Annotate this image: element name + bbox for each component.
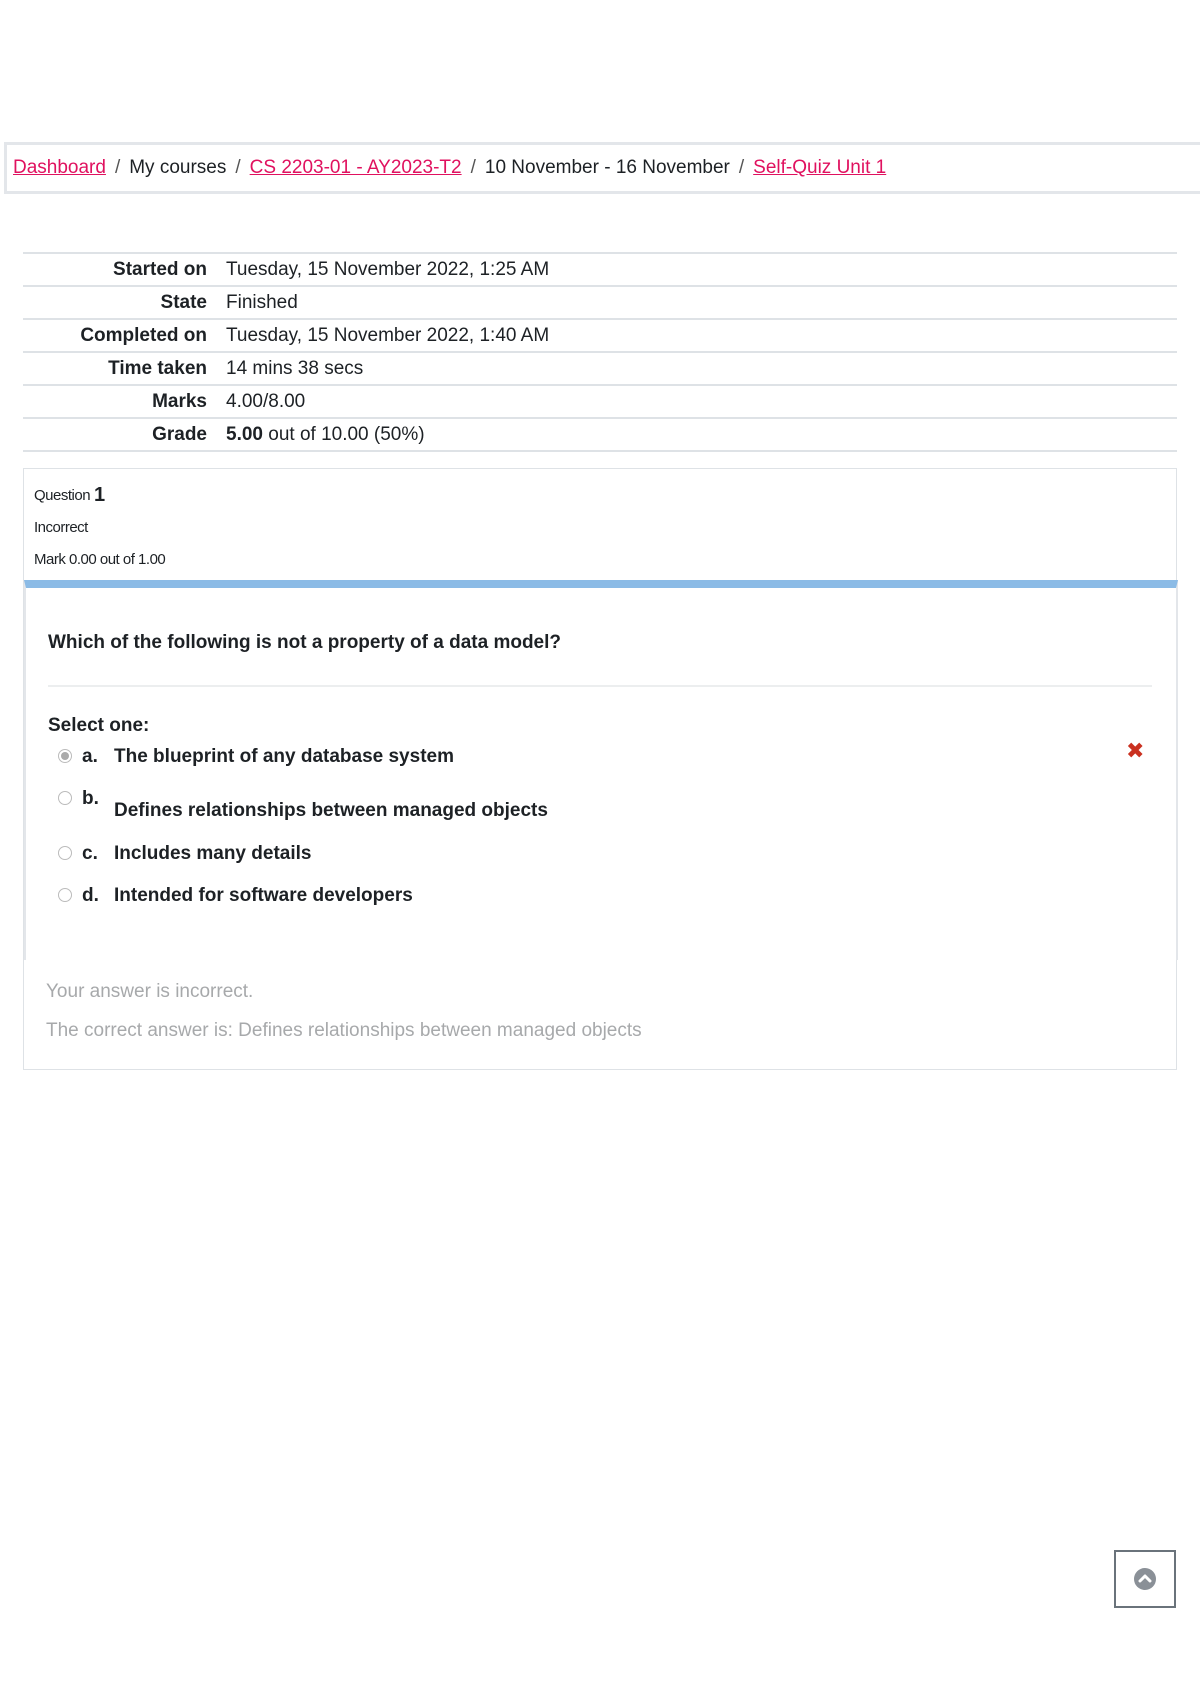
summary-value: Finished — [226, 291, 298, 313]
option-letter: c. — [82, 843, 98, 864]
summary-value — [226, 424, 1177, 446]
breadcrumb-my-courses: My courses — [129, 157, 227, 178]
summary-value: Tuesday, 15 November 2022, 1:25 AM — [226, 258, 550, 280]
breadcrumb-course-link[interactable]: CS 2203-01 - AY2023-T2 — [249, 157, 462, 178]
question-number-label: Question — [34, 486, 91, 504]
summary-value: Tuesday, 15 November 2022, 1:40 AM — [226, 324, 550, 346]
option-text: Intended for software developers — [114, 885, 413, 906]
grade-out-of: out of 10.00 (50%) — [268, 423, 425, 445]
answer-option-c[interactable] — [58, 843, 311, 865]
question-content — [24, 580, 1178, 960]
radio-button[interactable] — [58, 888, 72, 902]
breadcrumb-separator: / — [235, 157, 241, 178]
times-icon: ✖ — [1126, 738, 1145, 763]
summary-value: 4.00/8.00 — [226, 390, 306, 412]
summary-label: Grade — [152, 423, 207, 445]
question-info — [34, 479, 165, 575]
question-text: Which of the following is not a property of a data model? — [48, 632, 561, 653]
question-block — [23, 468, 1177, 1070]
question-status: Incorrect — [34, 518, 88, 536]
radio-button[interactable] — [58, 791, 72, 805]
answer-option-a[interactable] — [58, 746, 454, 768]
summary-row-grade — [23, 419, 1177, 452]
scroll-to-top-button[interactable] — [1114, 1550, 1176, 1608]
quiz-summary-table — [23, 252, 1177, 452]
option-letter: a. — [82, 746, 98, 767]
option-letter: d. — [82, 885, 99, 906]
option-text: The blueprint of any database system — [114, 746, 454, 767]
summary-label: Started on — [113, 258, 207, 280]
answer-option-d[interactable] — [58, 885, 413, 907]
question-divider — [48, 685, 1152, 687]
summary-value: 14 mins 38 secs — [226, 357, 364, 379]
summary-label: State — [160, 291, 207, 313]
option-text: Defines relationships between managed objects — [114, 800, 548, 821]
breadcrumb — [4, 142, 1200, 194]
breadcrumb-separator: / — [738, 157, 745, 178]
feedback-text: Your answer is incorrect. — [46, 981, 254, 1002]
question-number: 1 — [94, 483, 105, 506]
breadcrumb-quiz-link[interactable]: Self-Quiz Unit 1 — [753, 157, 887, 178]
breadcrumb-dashboard-link[interactable]: Dashboard — [13, 157, 106, 178]
summary-row-time-taken — [23, 353, 1177, 386]
summary-row-marks — [23, 386, 1177, 419]
radio-button[interactable] — [58, 749, 72, 763]
radio-button[interactable] — [58, 846, 72, 860]
summary-label: Marks — [152, 390, 207, 412]
summary-label: Completed on — [80, 324, 207, 346]
answer-option-b[interactable] — [58, 788, 548, 822]
breadcrumb-separator: / — [470, 157, 476, 178]
option-letter: b. — [82, 788, 99, 809]
select-one-prompt: Select one: — [48, 715, 150, 736]
chevron-up-icon — [1133, 1567, 1157, 1591]
summary-label: Time taken — [108, 357, 207, 379]
option-text: Includes many details — [114, 843, 312, 864]
correct-answer-text: The correct answer is: Defines relationships between managed objects — [46, 1020, 642, 1041]
question-mark: Mark 0.00 out of 1.00 — [34, 550, 166, 568]
breadcrumb-separator: / — [114, 157, 121, 178]
grade-score: 5.00 — [226, 423, 263, 445]
summary-row-started-on — [23, 254, 1177, 287]
summary-row-state — [23, 287, 1177, 320]
summary-row-completed-on — [23, 320, 1177, 353]
breadcrumb-week: 10 November - 16 November — [484, 157, 730, 178]
